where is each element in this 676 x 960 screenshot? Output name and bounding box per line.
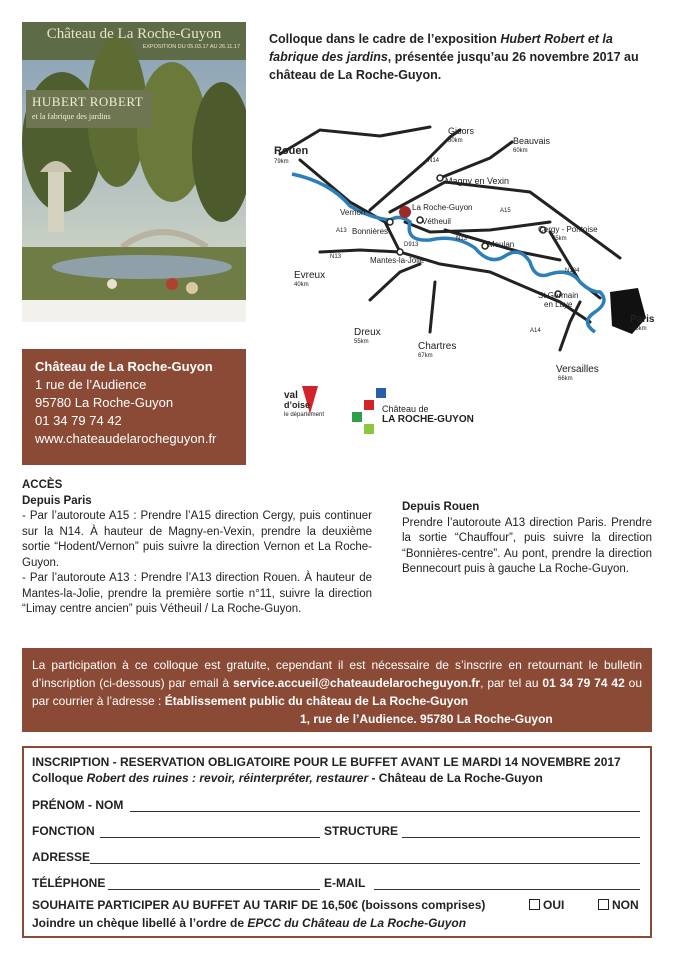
laroche-marker xyxy=(399,206,411,218)
non-label: NON xyxy=(612,898,639,912)
access-rouen xyxy=(402,500,652,578)
access-rouen-text: Prendre l’autoroute A13 direction Paris. Prendre la sortie “Chauffour”, puis suivre la direction “Bonnières-centre”. Au pont, prendre la direction Bennecourt puis à gauche La Roche-Guyon. xyxy=(402,516,652,575)
oui-option[interactable] xyxy=(529,898,564,912)
info-org: Établissement public du château de La Roche-Guyon xyxy=(164,694,469,708)
chateau-logo-text-2: LA ROCHE-GUYON xyxy=(382,414,474,425)
city-bonnieres: Bonnières xyxy=(352,227,389,236)
city-cergy-km: 45km xyxy=(552,236,567,242)
city-dreux-km: 55km xyxy=(354,339,369,345)
poster-banner-subtitle: et la fabrique des jardins xyxy=(32,112,111,121)
label-email: E-MAIL xyxy=(324,876,366,890)
city-chartres: Chartres xyxy=(418,341,457,352)
partner-logos xyxy=(278,384,538,444)
label-prenom-nom: PRÉNOM - NOM xyxy=(32,798,124,812)
cheque-payee: EPCC du Château de La Roche-Guyon xyxy=(247,916,467,930)
non-checkbox[interactable] xyxy=(598,899,609,910)
road-label-n184: N184 xyxy=(565,268,580,274)
address-website-link[interactable]: www.chateaudelarocheguyon.fr xyxy=(35,431,217,446)
intro-part1: Colloque dans le cadre de l’exposition xyxy=(269,32,501,46)
form-title: INSCRIPTION - RESERVATION OBLIGATOIRE POUR LE BUFFET AVANT LE MARDI 14 NOVEMBRE 2017 xyxy=(32,755,621,769)
access-paris-title: Depuis Paris xyxy=(22,494,92,507)
city-beauvais-km: 60km xyxy=(513,148,528,154)
city-evreux-km: 40km xyxy=(294,282,309,288)
road-chartres xyxy=(430,282,435,332)
city-rouen: Rouen xyxy=(274,145,309,157)
city-rouen-km: 79km xyxy=(274,159,289,165)
non-option[interactable] xyxy=(598,898,639,912)
access-paris-a15: - Par l’autoroute A15 : Prendre l’A15 direction Cergy, puis continuer sur la N14. À hauteur de Magny-en-Vexin, prendre la deuxième sortie “Hodent/Vernon” puis suivre la direction Vernon et La Roche-Guyon. xyxy=(22,510,372,569)
chateau-logo-text-1: Château de xyxy=(382,404,429,414)
label-adresse: ADRESSE xyxy=(32,850,91,864)
poster-painting xyxy=(22,22,246,322)
access-rouen-title: Depuis Rouen xyxy=(402,501,480,513)
road-label-n14: N14 xyxy=(428,158,440,164)
city-gisors-km: 30km xyxy=(448,138,463,144)
telephone-field[interactable] xyxy=(108,889,320,890)
exhibition-poster xyxy=(22,22,246,322)
poster-footer xyxy=(22,300,246,322)
info-email-link[interactable]: service.accueil@chateaudelarocheguyon.fr xyxy=(232,676,481,690)
city-mantes: Mantes-la-Jolie xyxy=(370,256,425,265)
city-chartres-km: 67km xyxy=(418,353,433,359)
registration-form xyxy=(22,746,652,938)
road-label-a15: A15 xyxy=(500,208,511,214)
address-city: 95780 La Roche-Guyon xyxy=(35,395,174,410)
poster-title: Château de La Roche-Guyon xyxy=(46,26,222,42)
city-vetheuil: Vétheuil xyxy=(422,217,451,226)
oui-checkbox[interactable] xyxy=(529,899,540,910)
chateau-logo-icon xyxy=(376,388,386,398)
city-meulan: Meulan xyxy=(488,240,515,249)
city-paris-km: 78km xyxy=(632,326,647,332)
valdoise-text-1: val xyxy=(284,390,298,401)
city-laroche: La Roche-Guyon xyxy=(412,203,473,212)
access-paris-a13: - Par l’autoroute A13 : Prendre l’A13 direction Rouen. À hauteur de Mantes-la-Jolie, prendre la première sortie n°11, suivre la direction “Limay centre ancien” puis Vétheuil / La Roche-Guyon. xyxy=(22,572,372,615)
intro-part2: , présentée jusqu’au 26 novembre 2017 au château de La Roche-Guyon. xyxy=(269,50,639,82)
city-versailles-km: 66km xyxy=(558,376,573,382)
info-text-1: La participation à ce colloque est gratuite, cependant il est nécessaire de s’inscrire en retournant le bulletin d’inscription (ci-dessous) par email à xyxy=(32,658,642,690)
label-buffet: SOUHAITE PARTICIPER AU BUFFET AU TARIF DE 16,50€ (boissons comprises) xyxy=(32,898,486,912)
city-stgermain-1: St Germain xyxy=(538,291,579,300)
road-n13 xyxy=(400,252,590,322)
intro-text xyxy=(269,30,659,84)
form-cheque-note: Joindre un chèque libellé à l’ordre de EPCC du Château de La Roche-Guyon xyxy=(32,916,467,930)
email-field[interactable] xyxy=(374,889,640,890)
city-magny: Magny en Vexin xyxy=(445,176,510,186)
access-map xyxy=(260,122,670,384)
road-evreux xyxy=(320,250,400,252)
poster-banner xyxy=(26,90,152,128)
address-name: Château de La Roche-Guyon xyxy=(35,359,213,374)
address-phone: 01 34 79 74 42 xyxy=(35,413,122,428)
road-beauvais xyxy=(440,142,512,178)
city-dreux: Dreux xyxy=(354,327,381,338)
valdoise-text-2: d’oise xyxy=(284,400,311,410)
road-label-n13b: N13 xyxy=(330,254,342,260)
info-text-3: ou par courrier à l’adresse : xyxy=(32,676,643,708)
adresse-field[interactable] xyxy=(90,863,640,864)
address-street: 1 rue de l’Audience xyxy=(35,377,147,392)
access-paris xyxy=(22,478,372,618)
label-fonction: FONCTION xyxy=(32,824,95,838)
road-dreux xyxy=(370,264,420,300)
info-phone: 01 34 79 74 42 xyxy=(542,676,625,690)
access-title: ACCÈS xyxy=(22,479,63,491)
registration-info-box xyxy=(22,648,652,732)
intro-exhibition-title: Hubert Robert et la fabrique des jardins xyxy=(269,32,613,64)
city-paris: Paris xyxy=(630,314,655,325)
label-telephone: TÉLÉPHONE xyxy=(32,876,106,890)
form-subtitle: Colloque Robert des ruines : revoir, réinterpréter, restaurer - Château de La Roche-Guyon xyxy=(32,771,543,785)
city-beauvais: Beauvais xyxy=(513,136,551,146)
form-colloque-title: Robert des ruines : revoir, réinterpréter, restaurer xyxy=(86,771,369,785)
road-label-n13: N13 xyxy=(456,236,468,242)
road-label-d913: D913 xyxy=(404,242,419,248)
road-label-a13: A13 xyxy=(336,228,347,234)
poster-banner-title: HUBERT ROBERT xyxy=(32,94,144,109)
label-structure: STRUCTURE xyxy=(324,824,398,838)
info-org-address: 1, rue de l’Audience. 95780 La Roche-Guyon xyxy=(300,712,553,726)
poster-dates: EXPOSITION DU 05.03.17 AU 26.11.17 xyxy=(142,44,240,50)
city-cergy: Cergy - Pontoise xyxy=(538,225,598,234)
valdoise-text-3: le département xyxy=(284,412,325,418)
city-stgermain-2: en Laye xyxy=(544,300,573,309)
info-text-2: , par tel au xyxy=(480,676,543,690)
city-evreux: Evreux xyxy=(294,270,326,281)
structure-field[interactable] xyxy=(402,837,640,838)
prenom-nom-field[interactable] xyxy=(130,811,640,812)
city-gisors: Gisors xyxy=(448,126,475,136)
address-box xyxy=(22,349,246,465)
road-label-a14: A14 xyxy=(530,328,541,334)
city-vernon: Vernon xyxy=(340,208,366,217)
fonction-field[interactable] xyxy=(100,837,320,838)
city-versailles: Versailles xyxy=(556,364,599,375)
oui-label: OUI xyxy=(543,898,565,912)
